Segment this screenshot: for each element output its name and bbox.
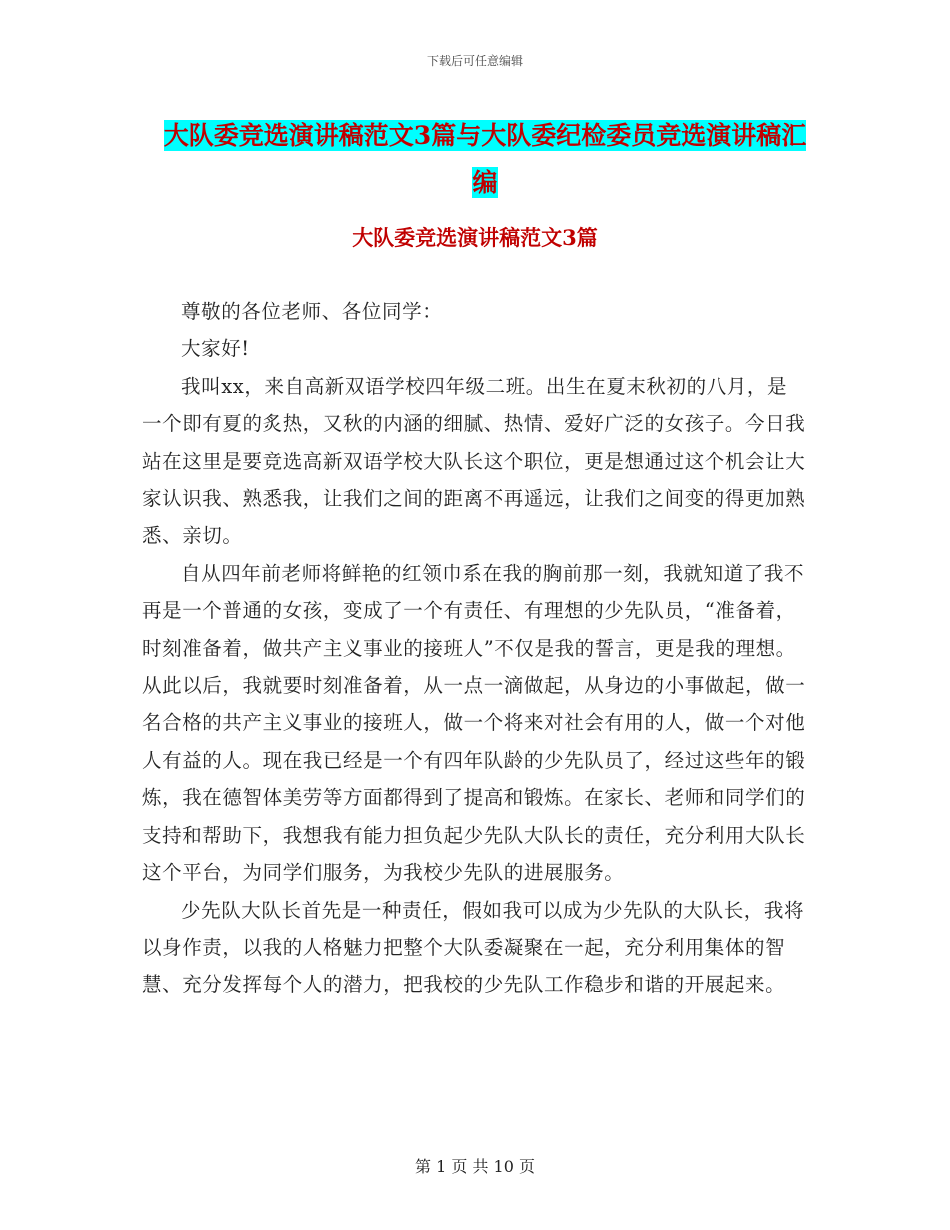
header-note: 下载后可任意编辑: [426, 54, 523, 68]
section-title: 大队委竞选演讲稿范文3篇: [352, 225, 598, 250]
salutation-paragraph: 尊敬的各位老师、各位同学：: [181, 300, 443, 323]
page-number: 第 1 页 共 10 页: [415, 1157, 535, 1176]
body-paragraph: 自从四年前老师将鲜艳的红领巾系在我的胸前那一刻，我就知道了我不再是一个普通的女孩，变成了一个有责任、有理想的少先队员，“准备着，时刻准备着，做共产主义事业的接班人”不仅是我的誓言，更是我的理想。从此以后，我就要时刻准备着，从一点一滴做起，从身边的小事做起，做一名合格的共产主义事业的接班人，做一个将来对社会有用的人，做一个对他人有益的人。现在我已经是一个有四年队龄的少先队员了，经过这些年的锻炼，我在德智体美劳等方面都得到了提高和锻炼。在家长、老师和同学们的支持和帮助下，我想我有能力担负起少先队大队长的责任，充分利用大队长这个平台，为同学们服务，为我校少先队的进展服务。: [142, 561, 806, 885]
intro-paragraph: 我叫xx，来自高新双语学校四年级二班。出生在夏末秋初的八月，是一个即有夏的炙热，又秋的内涵的细腻、热情、爱好广泛的女孩子。今日我站在这里是要竞选高新双语学校大队长这个职位，更是想通过这个机会让大家认识我、熟悉我，让我们之间的距离不再遥远，让我们之间变的得更加熟悉、亲切。: [142, 374, 806, 548]
greeting-paragraph: 大家好!: [181, 337, 250, 361]
document-title-text: 大队委竞选演讲稿范文3篇与大队委纪检委员竞选演讲稿汇编: [163, 121, 807, 197]
document-title: [160, 112, 810, 206]
body-paragraph: 少先队大队长首先是一种责任，假如我可以成为少先队的大队长，我将以身作责，以我的人格魅力把整个大队委凝聚在一起，充分利用集体的智慧、充分发挥每个人的潜力，把我校的少先队工作稳步和谐的开展起来。: [142, 898, 805, 997]
body-text: [142, 293, 807, 1004]
